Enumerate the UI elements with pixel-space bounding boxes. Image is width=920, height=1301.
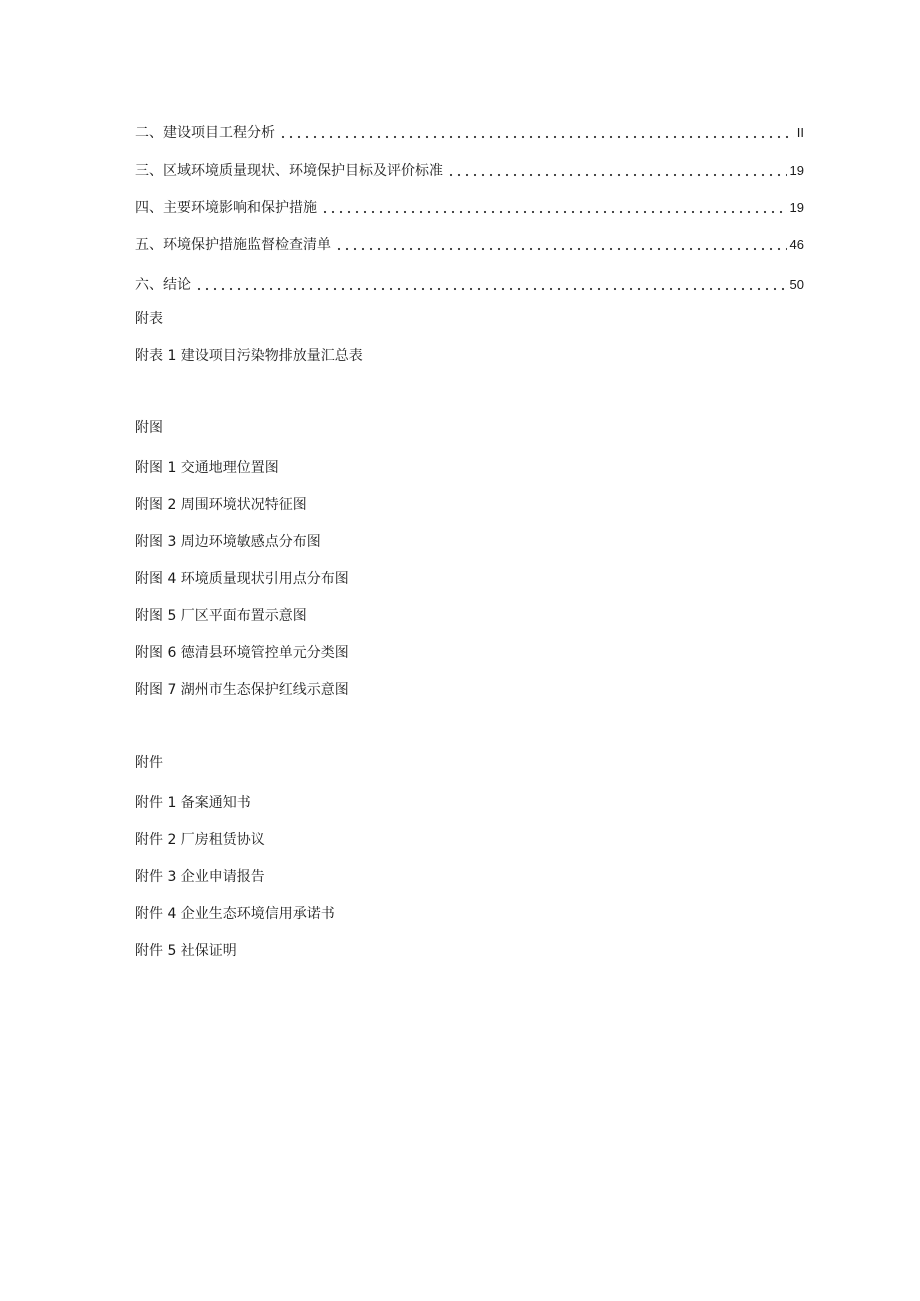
toc-entry-title: 三、区域环境质量现状、环境保护目标及评价标准 [135, 163, 443, 179]
appendix-figures-heading: 附图 [135, 420, 163, 436]
attachments-heading: 附件 [135, 755, 163, 771]
attachment-item[interactable]: 附件 5 社保证明 [135, 943, 237, 959]
toc-entry-title: 二、建设项目工程分析 [135, 125, 275, 141]
toc-entry[interactable] [135, 232, 804, 254]
toc-entry-title: 五、环境保护措施监督检查清单 [135, 237, 331, 253]
attachment-item[interactable]: 附件 2 厂房租赁协议 [135, 832, 265, 848]
appendix-figure-item[interactable]: 附图 5 厂区平面布置示意图 [135, 608, 307, 624]
toc-entry-page: 19 [789, 163, 804, 178]
appendix-figure-item[interactable]: 附图 4 环境质量现状引用点分布图 [135, 571, 349, 587]
toc-entry-title: 四、主要环境影响和保护措施 [135, 200, 317, 216]
toc-dot-leader [335, 239, 787, 251]
toc-dot-leader [321, 202, 787, 214]
attachment-item[interactable]: 附件 4 企业生态环境信用承诺书 [135, 906, 335, 922]
toc-entry-page: 50 [789, 277, 804, 292]
toc-entry[interactable] [135, 120, 804, 142]
toc-dot-leader [279, 127, 794, 139]
toc-dot-leader [447, 165, 787, 177]
appendix-figure-item[interactable]: 附图 6 德清县环境管控单元分类图 [135, 645, 349, 661]
attachment-item[interactable]: 附件 1 备案通知书 [135, 795, 251, 811]
toc-entry-page: 46 [789, 237, 804, 252]
appendix-table-item[interactable]: 附表 1 建设项目污染物排放量汇总表 [135, 348, 363, 364]
toc-entry[interactable] [135, 195, 804, 217]
toc-entry[interactable] [135, 158, 804, 180]
toc-dot-leader [195, 279, 787, 291]
toc-entry[interactable] [135, 272, 804, 294]
appendix-tables-heading: 附表 [135, 311, 163, 327]
toc-entry-page: II [796, 125, 804, 140]
appendix-figure-item[interactable]: 附图 2 周围环境状况特征图 [135, 497, 307, 513]
toc-entry-page: 19 [789, 200, 804, 215]
appendix-figure-item[interactable]: 附图 1 交通地理位置图 [135, 460, 279, 476]
appendix-figure-item[interactable]: 附图 7 湖州市生态保护红线示意图 [135, 682, 349, 698]
toc-entry-title: 六、结论 [135, 277, 191, 293]
appendix-figure-item[interactable]: 附图 3 周边环境敏感点分布图 [135, 534, 321, 550]
attachment-item[interactable]: 附件 3 企业申请报告 [135, 869, 265, 885]
